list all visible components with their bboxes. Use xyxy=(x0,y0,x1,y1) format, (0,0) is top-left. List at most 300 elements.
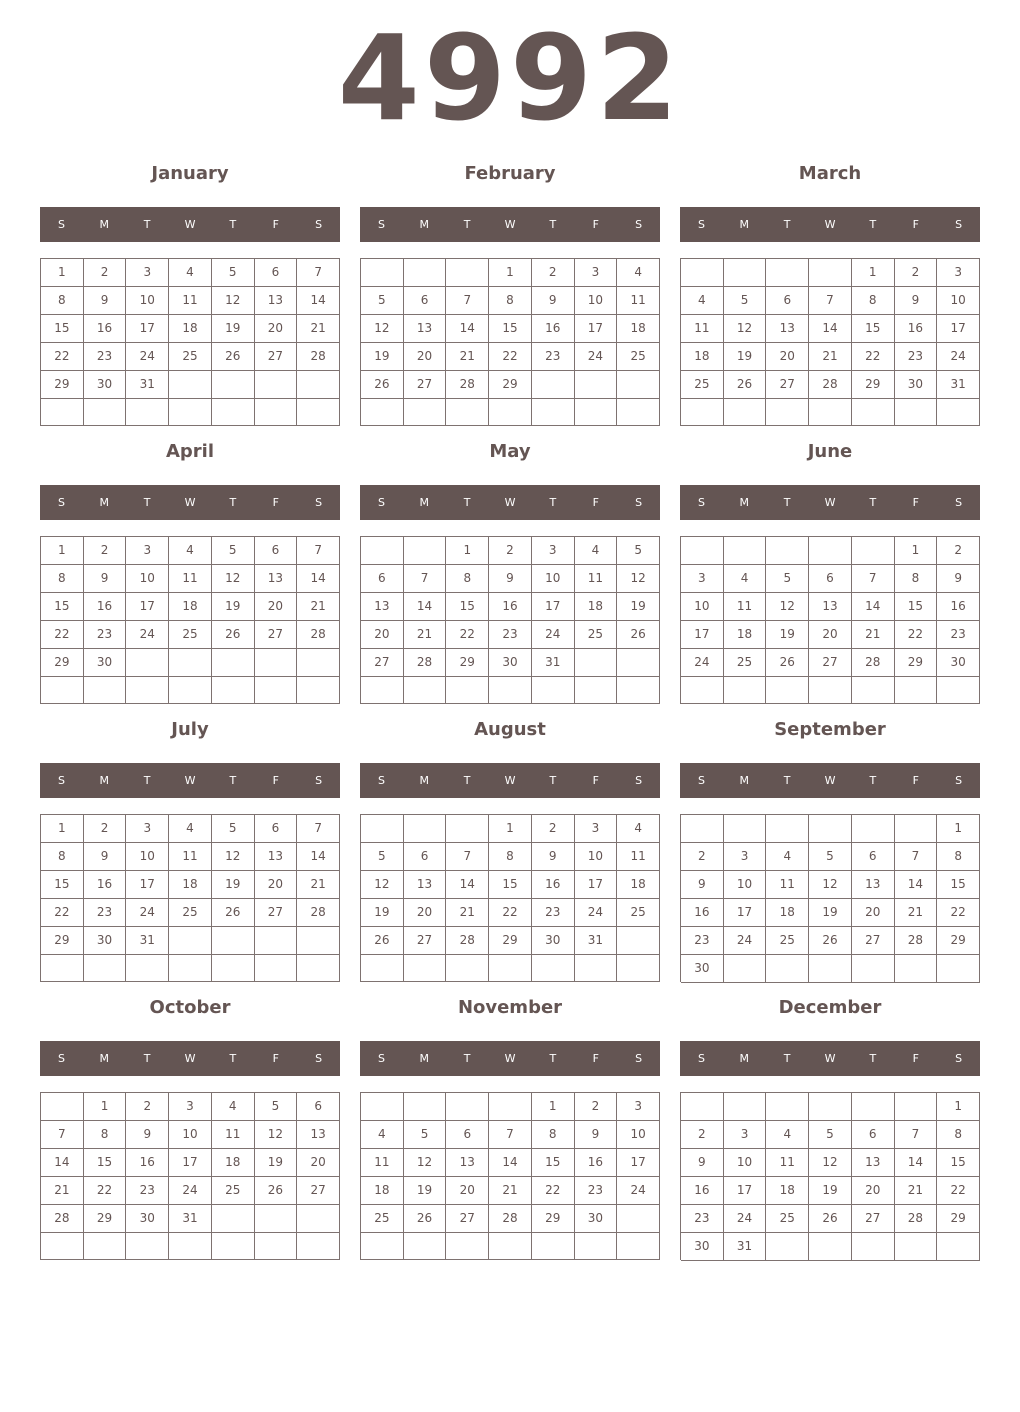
day-cell: 24 xyxy=(724,1205,767,1233)
weekday-header xyxy=(680,763,980,798)
day-cell: 14 xyxy=(852,593,895,621)
day-cell: 7 xyxy=(895,843,938,871)
empty-day-cell xyxy=(255,399,298,426)
day-cell: 17 xyxy=(126,871,169,899)
empty-day-cell xyxy=(809,677,852,704)
day-cell: 27 xyxy=(852,1205,895,1233)
day-cell: 14 xyxy=(489,1149,532,1177)
empty-day-cell xyxy=(575,955,618,982)
day-cell: 18 xyxy=(169,315,212,343)
day-cell: 15 xyxy=(84,1149,127,1177)
weekday-label: T xyxy=(783,218,791,231)
empty-day-cell xyxy=(446,259,489,287)
empty-day-cell xyxy=(489,1233,532,1260)
day-cell: 30 xyxy=(84,371,127,399)
day-cell: 1 xyxy=(446,537,489,565)
day-cell: 10 xyxy=(169,1121,212,1149)
day-cell: 24 xyxy=(532,621,575,649)
day-cell: 25 xyxy=(212,1177,255,1205)
weekday-header xyxy=(680,1041,980,1076)
weekday-label: W xyxy=(184,218,196,231)
day-cell: 2 xyxy=(84,259,127,287)
day-cell: 3 xyxy=(169,1093,212,1121)
day-cell: 11 xyxy=(361,1149,404,1177)
day-cell: 6 xyxy=(852,843,895,871)
weekday-header xyxy=(360,485,660,520)
day-cell: 7 xyxy=(446,287,489,315)
empty-day-cell xyxy=(809,399,852,426)
day-cell: 12 xyxy=(212,565,255,593)
day-cell: 19 xyxy=(809,899,852,927)
day-cell: 22 xyxy=(41,343,84,371)
empty-day-cell xyxy=(681,677,724,704)
day-cell: 9 xyxy=(84,843,127,871)
day-cell: 12 xyxy=(212,287,255,315)
month-february xyxy=(360,160,660,420)
day-cell: 14 xyxy=(41,1149,84,1177)
weekday-label: F xyxy=(912,218,919,231)
day-cell: 30 xyxy=(126,1205,169,1233)
month-name: March xyxy=(798,163,862,184)
day-cell: 17 xyxy=(126,315,169,343)
day-cell: 24 xyxy=(575,343,618,371)
day-cell: 30 xyxy=(895,371,938,399)
day-cell: 7 xyxy=(297,815,340,843)
empty-day-cell xyxy=(446,677,489,704)
weekday-header xyxy=(680,207,980,242)
empty-day-cell xyxy=(766,399,809,426)
day-cell: 15 xyxy=(532,1149,575,1177)
empty-day-cell xyxy=(361,537,404,565)
day-cell: 8 xyxy=(489,843,532,871)
day-cell: 20 xyxy=(852,899,895,927)
day-cell: 23 xyxy=(681,927,724,955)
day-cell: 16 xyxy=(84,593,127,621)
day-cell: 26 xyxy=(255,1177,298,1205)
weekday-header xyxy=(680,485,980,520)
day-cell: 7 xyxy=(404,565,447,593)
day-cell: 23 xyxy=(681,1205,724,1233)
day-cell: 6 xyxy=(852,1121,895,1149)
day-cell: 25 xyxy=(169,899,212,927)
day-cell: 13 xyxy=(852,871,895,899)
empty-day-cell xyxy=(361,677,404,704)
day-cell: 30 xyxy=(84,927,127,955)
empty-day-cell xyxy=(169,677,212,704)
day-cell: 26 xyxy=(212,621,255,649)
weekday-label: T xyxy=(549,496,557,509)
day-cell: 15 xyxy=(41,871,84,899)
empty-day-cell xyxy=(41,677,84,704)
day-cell: 1 xyxy=(532,1093,575,1121)
empty-day-cell xyxy=(937,677,980,704)
day-cell: 28 xyxy=(809,371,852,399)
weekday-label: F xyxy=(592,1052,599,1065)
day-cell: 24 xyxy=(126,343,169,371)
day-cell: 26 xyxy=(361,371,404,399)
weekday-header xyxy=(360,763,660,798)
day-cell: 4 xyxy=(361,1121,404,1149)
day-cell: 29 xyxy=(84,1205,127,1233)
weekday-label: S xyxy=(635,218,643,231)
empty-day-cell xyxy=(41,1093,84,1121)
day-cell: 3 xyxy=(724,1121,767,1149)
month-november xyxy=(360,994,660,1254)
day-cell: 11 xyxy=(169,287,212,315)
month-name: December xyxy=(778,997,882,1018)
day-cell: 11 xyxy=(681,315,724,343)
day-cell: 16 xyxy=(895,315,938,343)
day-cell: 2 xyxy=(532,815,575,843)
day-cell: 20 xyxy=(255,593,298,621)
empty-day-cell xyxy=(169,399,212,426)
day-cell: 8 xyxy=(532,1121,575,1149)
weekday-label: T xyxy=(143,218,151,231)
weekday-label: S xyxy=(955,774,963,787)
day-cell: 6 xyxy=(297,1093,340,1121)
day-cell: 22 xyxy=(41,621,84,649)
day-cell: 13 xyxy=(809,593,852,621)
day-cell: 6 xyxy=(766,287,809,315)
empty-day-cell xyxy=(852,1093,895,1121)
day-cell: 23 xyxy=(532,343,575,371)
day-cell: 19 xyxy=(212,593,255,621)
day-cell: 21 xyxy=(404,621,447,649)
day-cell: 24 xyxy=(126,899,169,927)
weekday-label: S xyxy=(315,774,323,787)
day-cell: 31 xyxy=(532,649,575,677)
empty-day-cell xyxy=(84,955,127,982)
empty-day-cell xyxy=(297,1233,340,1260)
empty-day-cell xyxy=(766,815,809,843)
day-cell: 10 xyxy=(617,1121,660,1149)
day-cell: 26 xyxy=(404,1205,447,1233)
weekday-label: W xyxy=(184,1052,196,1065)
weekday-label: S xyxy=(697,1052,705,1065)
day-cell: 29 xyxy=(937,1205,980,1233)
weekday-label: M xyxy=(99,774,110,787)
weekday-label: F xyxy=(912,774,919,787)
day-cell: 28 xyxy=(895,1205,938,1233)
day-cell: 28 xyxy=(404,649,447,677)
empty-day-cell xyxy=(169,1233,212,1260)
day-cell: 30 xyxy=(681,1233,724,1261)
weekday-label: T xyxy=(143,774,151,787)
day-cell: 5 xyxy=(404,1121,447,1149)
day-cell: 13 xyxy=(255,843,298,871)
day-cell: 16 xyxy=(532,871,575,899)
day-cell: 1 xyxy=(937,815,980,843)
day-cell: 18 xyxy=(681,343,724,371)
day-cell: 18 xyxy=(361,1177,404,1205)
day-cell: 11 xyxy=(766,1149,809,1177)
weekday-header xyxy=(360,207,660,242)
day-cell: 9 xyxy=(895,287,938,315)
day-cell: 16 xyxy=(681,1177,724,1205)
weekday-label: S xyxy=(57,218,65,231)
day-cell: 11 xyxy=(212,1121,255,1149)
day-cell: 29 xyxy=(489,371,532,399)
day-cell: 25 xyxy=(169,343,212,371)
day-cell: 27 xyxy=(766,371,809,399)
day-cell: 15 xyxy=(895,593,938,621)
day-cell: 9 xyxy=(84,287,127,315)
day-cell: 28 xyxy=(489,1205,532,1233)
empty-day-cell xyxy=(404,399,447,426)
empty-day-cell xyxy=(766,955,809,983)
day-cell: 2 xyxy=(489,537,532,565)
day-cell: 25 xyxy=(361,1205,404,1233)
day-cell: 11 xyxy=(617,843,660,871)
day-cell: 8 xyxy=(852,287,895,315)
day-cell: 11 xyxy=(724,593,767,621)
empty-day-cell xyxy=(361,399,404,426)
empty-day-cell xyxy=(446,1233,489,1260)
weekday-label: S xyxy=(57,496,65,509)
day-cell: 27 xyxy=(446,1205,489,1233)
month-april xyxy=(40,438,340,698)
day-cell: 4 xyxy=(617,815,660,843)
empty-day-cell xyxy=(617,1205,660,1233)
empty-day-cell xyxy=(255,955,298,982)
day-cell: 3 xyxy=(126,259,169,287)
day-cell: 19 xyxy=(212,871,255,899)
day-cell: 3 xyxy=(681,565,724,593)
weekday-label: M xyxy=(99,496,110,509)
day-cell: 18 xyxy=(766,899,809,927)
empty-day-cell xyxy=(809,815,852,843)
empty-day-cell xyxy=(895,677,938,704)
day-cell: 31 xyxy=(724,1233,767,1261)
weekday-label: M xyxy=(419,218,430,231)
day-cell: 14 xyxy=(297,287,340,315)
weekday-label: S xyxy=(377,774,385,787)
empty-day-cell xyxy=(937,399,980,426)
empty-day-cell xyxy=(766,259,809,287)
day-cell: 9 xyxy=(532,287,575,315)
day-cell: 5 xyxy=(724,287,767,315)
day-cell: 8 xyxy=(41,843,84,871)
day-cell: 18 xyxy=(212,1149,255,1177)
empty-day-cell xyxy=(41,399,84,426)
empty-day-cell xyxy=(617,371,660,399)
day-cell: 11 xyxy=(169,843,212,871)
day-cell: 3 xyxy=(126,815,169,843)
day-cell: 21 xyxy=(489,1177,532,1205)
empty-day-cell xyxy=(852,815,895,843)
day-cell: 4 xyxy=(681,287,724,315)
day-cell: 22 xyxy=(895,621,938,649)
empty-day-cell xyxy=(489,955,532,982)
empty-day-cell xyxy=(895,1093,938,1121)
empty-day-cell xyxy=(809,1233,852,1261)
day-cell: 24 xyxy=(169,1177,212,1205)
empty-day-cell xyxy=(681,537,724,565)
day-cell: 30 xyxy=(489,649,532,677)
weekday-label: S xyxy=(377,496,385,509)
empty-day-cell xyxy=(724,1093,767,1121)
weekday-label: T xyxy=(549,774,557,787)
day-cell: 18 xyxy=(617,315,660,343)
empty-day-cell xyxy=(681,1093,724,1121)
day-cell: 25 xyxy=(617,899,660,927)
day-cell: 9 xyxy=(489,565,532,593)
empty-day-cell xyxy=(212,399,255,426)
day-cell: 8 xyxy=(446,565,489,593)
day-cell: 21 xyxy=(895,1177,938,1205)
day-cell: 18 xyxy=(724,621,767,649)
day-cell: 13 xyxy=(766,315,809,343)
day-cell: 30 xyxy=(937,649,980,677)
empty-day-cell xyxy=(766,537,809,565)
day-cell: 1 xyxy=(84,1093,127,1121)
day-cell: 11 xyxy=(766,871,809,899)
month-name: February xyxy=(464,163,556,184)
weekday-label: W xyxy=(824,496,836,509)
day-cell: 7 xyxy=(41,1121,84,1149)
month-name: August xyxy=(474,719,546,740)
weekday-label: W xyxy=(504,496,516,509)
day-cell: 1 xyxy=(937,1093,980,1121)
month-october xyxy=(40,994,340,1254)
day-cell: 5 xyxy=(766,565,809,593)
day-cell: 7 xyxy=(297,259,340,287)
empty-day-cell xyxy=(724,259,767,287)
empty-day-cell xyxy=(255,649,298,677)
day-cell: 21 xyxy=(297,871,340,899)
day-cell: 28 xyxy=(895,927,938,955)
empty-day-cell xyxy=(41,955,84,982)
day-cell: 21 xyxy=(852,621,895,649)
empty-day-cell xyxy=(575,1233,618,1260)
weekday-label: F xyxy=(592,218,599,231)
day-cell: 11 xyxy=(169,565,212,593)
day-cell: 14 xyxy=(446,315,489,343)
weekday-label: F xyxy=(272,218,279,231)
day-cell: 12 xyxy=(617,565,660,593)
day-cell: 2 xyxy=(84,815,127,843)
day-cell: 2 xyxy=(895,259,938,287)
day-grid xyxy=(360,1092,660,1260)
day-cell: 26 xyxy=(617,621,660,649)
day-cell: 22 xyxy=(852,343,895,371)
weekday-label: M xyxy=(739,774,750,787)
empty-day-cell xyxy=(169,927,212,955)
empty-day-cell xyxy=(212,1205,255,1233)
day-cell: 10 xyxy=(126,565,169,593)
day-cell: 5 xyxy=(809,1121,852,1149)
empty-day-cell xyxy=(126,677,169,704)
day-cell: 13 xyxy=(446,1149,489,1177)
day-cell: 31 xyxy=(126,371,169,399)
day-cell: 8 xyxy=(41,287,84,315)
day-cell: 17 xyxy=(724,1177,767,1205)
weekday-label: T xyxy=(229,774,237,787)
day-cell: 25 xyxy=(724,649,767,677)
day-cell: 9 xyxy=(126,1121,169,1149)
day-cell: 5 xyxy=(809,843,852,871)
day-cell: 25 xyxy=(681,371,724,399)
day-cell: 8 xyxy=(84,1121,127,1149)
day-cell: 24 xyxy=(617,1177,660,1205)
day-grid xyxy=(680,1092,980,1260)
day-cell: 1 xyxy=(41,537,84,565)
day-cell: 15 xyxy=(489,871,532,899)
empty-day-cell xyxy=(809,1093,852,1121)
day-cell: 17 xyxy=(617,1149,660,1177)
day-cell: 5 xyxy=(361,287,404,315)
empty-day-cell xyxy=(617,1233,660,1260)
day-cell: 7 xyxy=(489,1121,532,1149)
empty-day-cell xyxy=(361,1233,404,1260)
day-cell: 2 xyxy=(681,843,724,871)
day-cell: 16 xyxy=(84,315,127,343)
empty-day-cell xyxy=(169,371,212,399)
day-cell: 16 xyxy=(937,593,980,621)
empty-day-cell xyxy=(895,955,938,983)
empty-day-cell xyxy=(617,399,660,426)
empty-day-cell xyxy=(361,815,404,843)
day-cell: 31 xyxy=(169,1205,212,1233)
day-cell: 14 xyxy=(404,593,447,621)
day-cell: 27 xyxy=(404,927,447,955)
day-cell: 29 xyxy=(532,1205,575,1233)
day-cell: 29 xyxy=(895,649,938,677)
empty-day-cell xyxy=(297,677,340,704)
day-cell: 7 xyxy=(852,565,895,593)
weekday-label: T xyxy=(783,774,791,787)
weekday-label: T xyxy=(229,496,237,509)
day-cell: 16 xyxy=(575,1149,618,1177)
weekday-label: F xyxy=(592,774,599,787)
empty-day-cell xyxy=(212,677,255,704)
weekday-label: T xyxy=(783,496,791,509)
day-cell: 5 xyxy=(361,843,404,871)
day-cell: 14 xyxy=(446,871,489,899)
month-name: April xyxy=(165,441,215,462)
empty-day-cell xyxy=(489,677,532,704)
day-cell: 18 xyxy=(575,593,618,621)
day-cell: 12 xyxy=(361,871,404,899)
day-cell: 29 xyxy=(41,371,84,399)
day-cell: 13 xyxy=(404,871,447,899)
day-cell: 23 xyxy=(937,621,980,649)
empty-day-cell xyxy=(446,815,489,843)
day-cell: 14 xyxy=(895,871,938,899)
month-name: September xyxy=(774,719,886,740)
day-cell: 20 xyxy=(255,315,298,343)
day-cell: 28 xyxy=(297,621,340,649)
day-cell: 5 xyxy=(212,259,255,287)
day-cell: 20 xyxy=(404,343,447,371)
month-name: May xyxy=(489,441,531,462)
day-cell: 30 xyxy=(681,955,724,983)
weekday-header xyxy=(40,485,340,520)
empty-day-cell xyxy=(575,399,618,426)
weekday-label: M xyxy=(739,218,750,231)
weekday-label: S xyxy=(377,1052,385,1065)
weekday-label: W xyxy=(504,1052,516,1065)
day-cell: 10 xyxy=(575,843,618,871)
empty-day-cell xyxy=(575,371,618,399)
day-cell: 5 xyxy=(255,1093,298,1121)
day-grid xyxy=(40,258,340,426)
day-cell: 21 xyxy=(446,343,489,371)
day-cell: 23 xyxy=(84,621,127,649)
day-cell: 26 xyxy=(361,927,404,955)
month-december xyxy=(680,994,980,1254)
day-cell: 19 xyxy=(361,899,404,927)
